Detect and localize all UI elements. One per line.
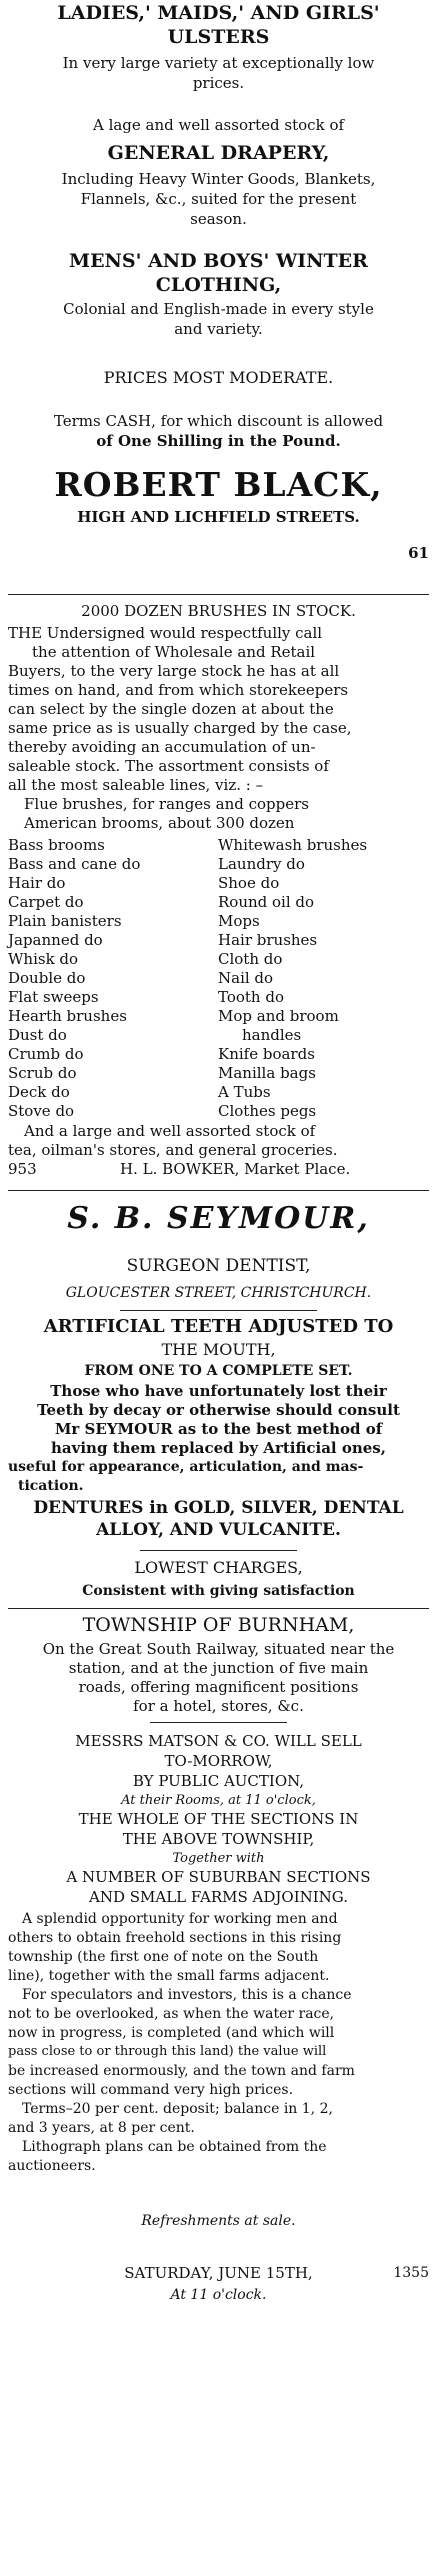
ad4-text: station, and at the junction of five main — [68, 1659, 369, 1677]
ad2-signature: H. L. BOWKER, Market Place. — [120, 1160, 351, 1178]
ad4-text: Together with — [172, 1851, 265, 1866]
ad1-text: In very large variety at exceptionally low — [62, 54, 375, 72]
list-item: Double do — [8, 969, 86, 987]
ad4-text: On the Great South Railway, situated near the — [42, 1640, 395, 1658]
ad4-refreshments: Refreshments at sale. — [141, 2213, 296, 2229]
list-item: Deck do — [8, 1083, 70, 1101]
ad4-text: Terms–20 per cent. deposit; balance in 1, 2, — [22, 2101, 333, 2117]
ad3-subhead: FROM ONE TO A COMPLETE SET. — [84, 1363, 353, 1379]
list-item: Whisk do — [8, 950, 79, 968]
ad1-subhead: GENERAL DRAPERY, — [107, 142, 330, 164]
divider — [8, 594, 429, 595]
ad4-text: line), together with the small farms adjacent. — [8, 1968, 330, 1984]
ad4-text: MESSRS MATSON & CO. WILL SELL — [75, 1732, 362, 1750]
list-item: Cloth do — [218, 950, 283, 968]
ad4-text: At their Rooms, at 11 o'clock, — [121, 1793, 316, 1808]
ad2-text: Flue brushes, for ranges and coppers — [24, 795, 310, 813]
ad1-headline-2: ULSTERS — [167, 26, 270, 48]
ad4-text: pass close to or through this land) the value will — [8, 2044, 327, 2059]
list-item: handles — [242, 1026, 302, 1044]
ad3-dentures: DENTURES in GOLD, SILVER, DENTAL — [33, 1498, 404, 1518]
ad4-text: For speculators and investors, this is a chance — [22, 1987, 352, 2003]
divider — [8, 1190, 429, 1191]
list-item: Scrub do — [8, 1064, 77, 1082]
ad1-text: A lage and well assorted stock of — [92, 116, 345, 134]
ad2-text: same price as is usually charged by the case, — [8, 719, 352, 737]
brush-list — [8, 836, 429, 1121]
ad1-address: HIGH AND LICHFIELD STREETS. — [77, 508, 360, 526]
ad3-charges: LOWEST CHARGES, — [134, 1558, 303, 1577]
ad2-text: the attention of Wholesale and Retail — [32, 643, 316, 661]
ad3-headline: ARTIFICIAL TEETH ADJUSTED TO — [43, 1316, 394, 1337]
list-item: Carpet do — [8, 893, 84, 911]
ad3-address: GLOUCESTER STREET, CHRISTCHURCH. — [65, 1285, 372, 1301]
ad3-text: Mr SEYMOUR as to the best method of — [54, 1420, 383, 1438]
list-item: Hearth brushes — [8, 1007, 127, 1025]
list-item: Nail do — [218, 969, 274, 987]
divider — [140, 1550, 297, 1551]
ad1-text: and variety. — [174, 320, 263, 338]
list-item: Stove do — [8, 1102, 75, 1120]
ad2-text: THE Undersigned would respectfully call — [8, 624, 323, 642]
ad2-headline: 2000 DOZEN BRUSHES IN STOCK. — [81, 602, 356, 620]
list-item: Round oil do — [218, 893, 315, 911]
ad3-text: Teeth by decay or otherwise should consult — [37, 1401, 400, 1419]
list-item: Tooth do — [218, 988, 284, 1006]
ad4-headline: TOWNSHIP OF BURNHAM, — [82, 1614, 355, 1636]
ad4-text: now in progress, is completed (and which will — [8, 2025, 335, 2041]
ad4-text: THE ABOVE TOWNSHIP, — [122, 1830, 315, 1848]
ad4-text: be increased enormously, and the town and farm — [8, 2063, 355, 2079]
list-item: Laundry do — [218, 855, 305, 873]
list-item: Flat sweeps — [8, 988, 99, 1006]
ad1-merchant-name: ROBERT BLACK, — [54, 465, 383, 504]
ad2-text: American brooms, about 300 dozen — [24, 814, 295, 832]
divider — [120, 1310, 317, 1311]
ad2-text: saleable stock. The assortment consists of — [8, 757, 329, 775]
list-item: Hair do — [8, 874, 66, 892]
ad2-text: all the most saleable lines, viz. : – — [8, 776, 264, 794]
list-item: Plain banisters — [8, 912, 122, 930]
list-item: Hair brushes — [218, 931, 318, 949]
list-item: Mops — [218, 912, 260, 930]
divider — [8, 1608, 429, 1609]
ad2-text: thereby avoiding an accumulation of un- — [8, 738, 316, 756]
ad4-text: TO-MORROW, — [164, 1752, 273, 1770]
ad1-text: season. — [190, 210, 247, 228]
list-item: Mop and broom — [218, 1007, 339, 1025]
ad4-text: not to be overlooked, as when the water race, — [8, 2006, 335, 2022]
list-item: Japanned do — [8, 931, 103, 949]
ad4-text: A NUMBER OF SUBURBAN SECTIONS — [66, 1868, 371, 1886]
ad3-charges-2: Consistent with giving satisfaction — [82, 1583, 355, 1599]
list-item: Shoe do — [218, 874, 280, 892]
ad1-text: of One Shilling in the Pound. — [96, 432, 341, 450]
divider — [150, 1722, 287, 1723]
ad3-text: Those who have unfortunately lost their — [50, 1382, 387, 1400]
ad1-number: 61 — [408, 544, 429, 562]
list-item: Bass brooms — [8, 836, 105, 854]
ad1-text: Colonial and English-made in every style — [63, 300, 374, 318]
list-item: Bass and cane do — [8, 855, 141, 873]
ad4-text: roads, offering magnificent positions — [78, 1678, 359, 1696]
ad4-text: A splendid opportunity for working men and — [22, 1911, 338, 1927]
ad1-subhead: MENS' AND BOYS' WINTER — [69, 250, 368, 272]
ad2-number: 953 — [8, 1160, 37, 1178]
list-item: Whitewash brushes — [218, 836, 368, 854]
ad4-text: AND SMALL FARMS ADJOINING. — [88, 1888, 349, 1906]
list-item: Clothes pegs — [218, 1102, 317, 1120]
ad4-date: SATURDAY, JUNE 15TH, — [124, 2264, 313, 2282]
ad2-text: Buyers, to the very large stock he has at all — [8, 662, 340, 680]
ad4-number: 1355 — [393, 2265, 429, 2281]
ad1-text: Terms CASH, for which discount is allowed — [53, 412, 384, 430]
ad2-text: times on hand, and from which storekeepers — [8, 681, 349, 699]
ad1-headline: LADIES,' MAIDS,' AND GIRLS' — [57, 2, 380, 24]
list-item: Dust do — [8, 1026, 67, 1044]
list-item: Knife boards — [218, 1045, 315, 1063]
ad4-text: Lithograph plans can be obtained from the — [22, 2139, 327, 2155]
ad1-text: prices. — [192, 74, 245, 92]
ad2-text: tea, oilman's stores, and general groceries. — [8, 1141, 338, 1159]
ad1-text: Including Heavy Winter Goods, Blankets, — [61, 170, 376, 188]
ad2-text: And a large and well assorted stock of — [24, 1122, 316, 1140]
list-item: Manilla bags — [218, 1064, 316, 1082]
brush-list-right — [218, 836, 367, 1121]
ad2-text: can select by the single dozen at about the — [8, 700, 334, 718]
ad4-text: THE WHOLE OF THE SECTIONS IN — [78, 1810, 359, 1828]
ad3-title: SURGEON DENTIST, — [126, 1256, 311, 1276]
ad3-text: having them replaced by Artificial ones, — [51, 1439, 386, 1457]
brush-list-left — [8, 836, 218, 1121]
ad3-text: useful for appearance, articulation, and mas- — [8, 1459, 364, 1475]
list-item: Crumb do — [8, 1045, 84, 1063]
ad1-text: Flannels, &c., suited for the present — [80, 190, 357, 208]
ad3-headline-2: THE MOUTH, — [161, 1340, 276, 1359]
ad4-text: others to obtain freehold sections in this rising — [8, 1930, 342, 1946]
ad4-text: auctioneers. — [8, 2158, 96, 2174]
ad4-text: for a hotel, stores, &c. — [133, 1697, 304, 1715]
ad3-text: tication. — [18, 1478, 84, 1494]
ad1-subhead: CLOTHING, — [155, 274, 282, 296]
ad3-dentures-2: ALLOY, AND VULCANITE. — [96, 1520, 341, 1540]
list-item: A Tubs — [218, 1083, 271, 1101]
ad4-time: At 11 o'clock. — [170, 2287, 267, 2303]
ad4-text: township (the first one of note on the South — [8, 1949, 319, 1965]
ad3-name: S. B. SEYMOUR, — [67, 1201, 370, 1236]
ad1-prices: PRICES MOST MODERATE. — [103, 368, 334, 387]
ad4-text: sections will command very high prices. — [8, 2082, 294, 2098]
ad4-text: BY PUBLIC AUCTION, — [132, 1772, 305, 1790]
ad4-text: and 3 years, at 8 per cent. — [8, 2120, 195, 2136]
